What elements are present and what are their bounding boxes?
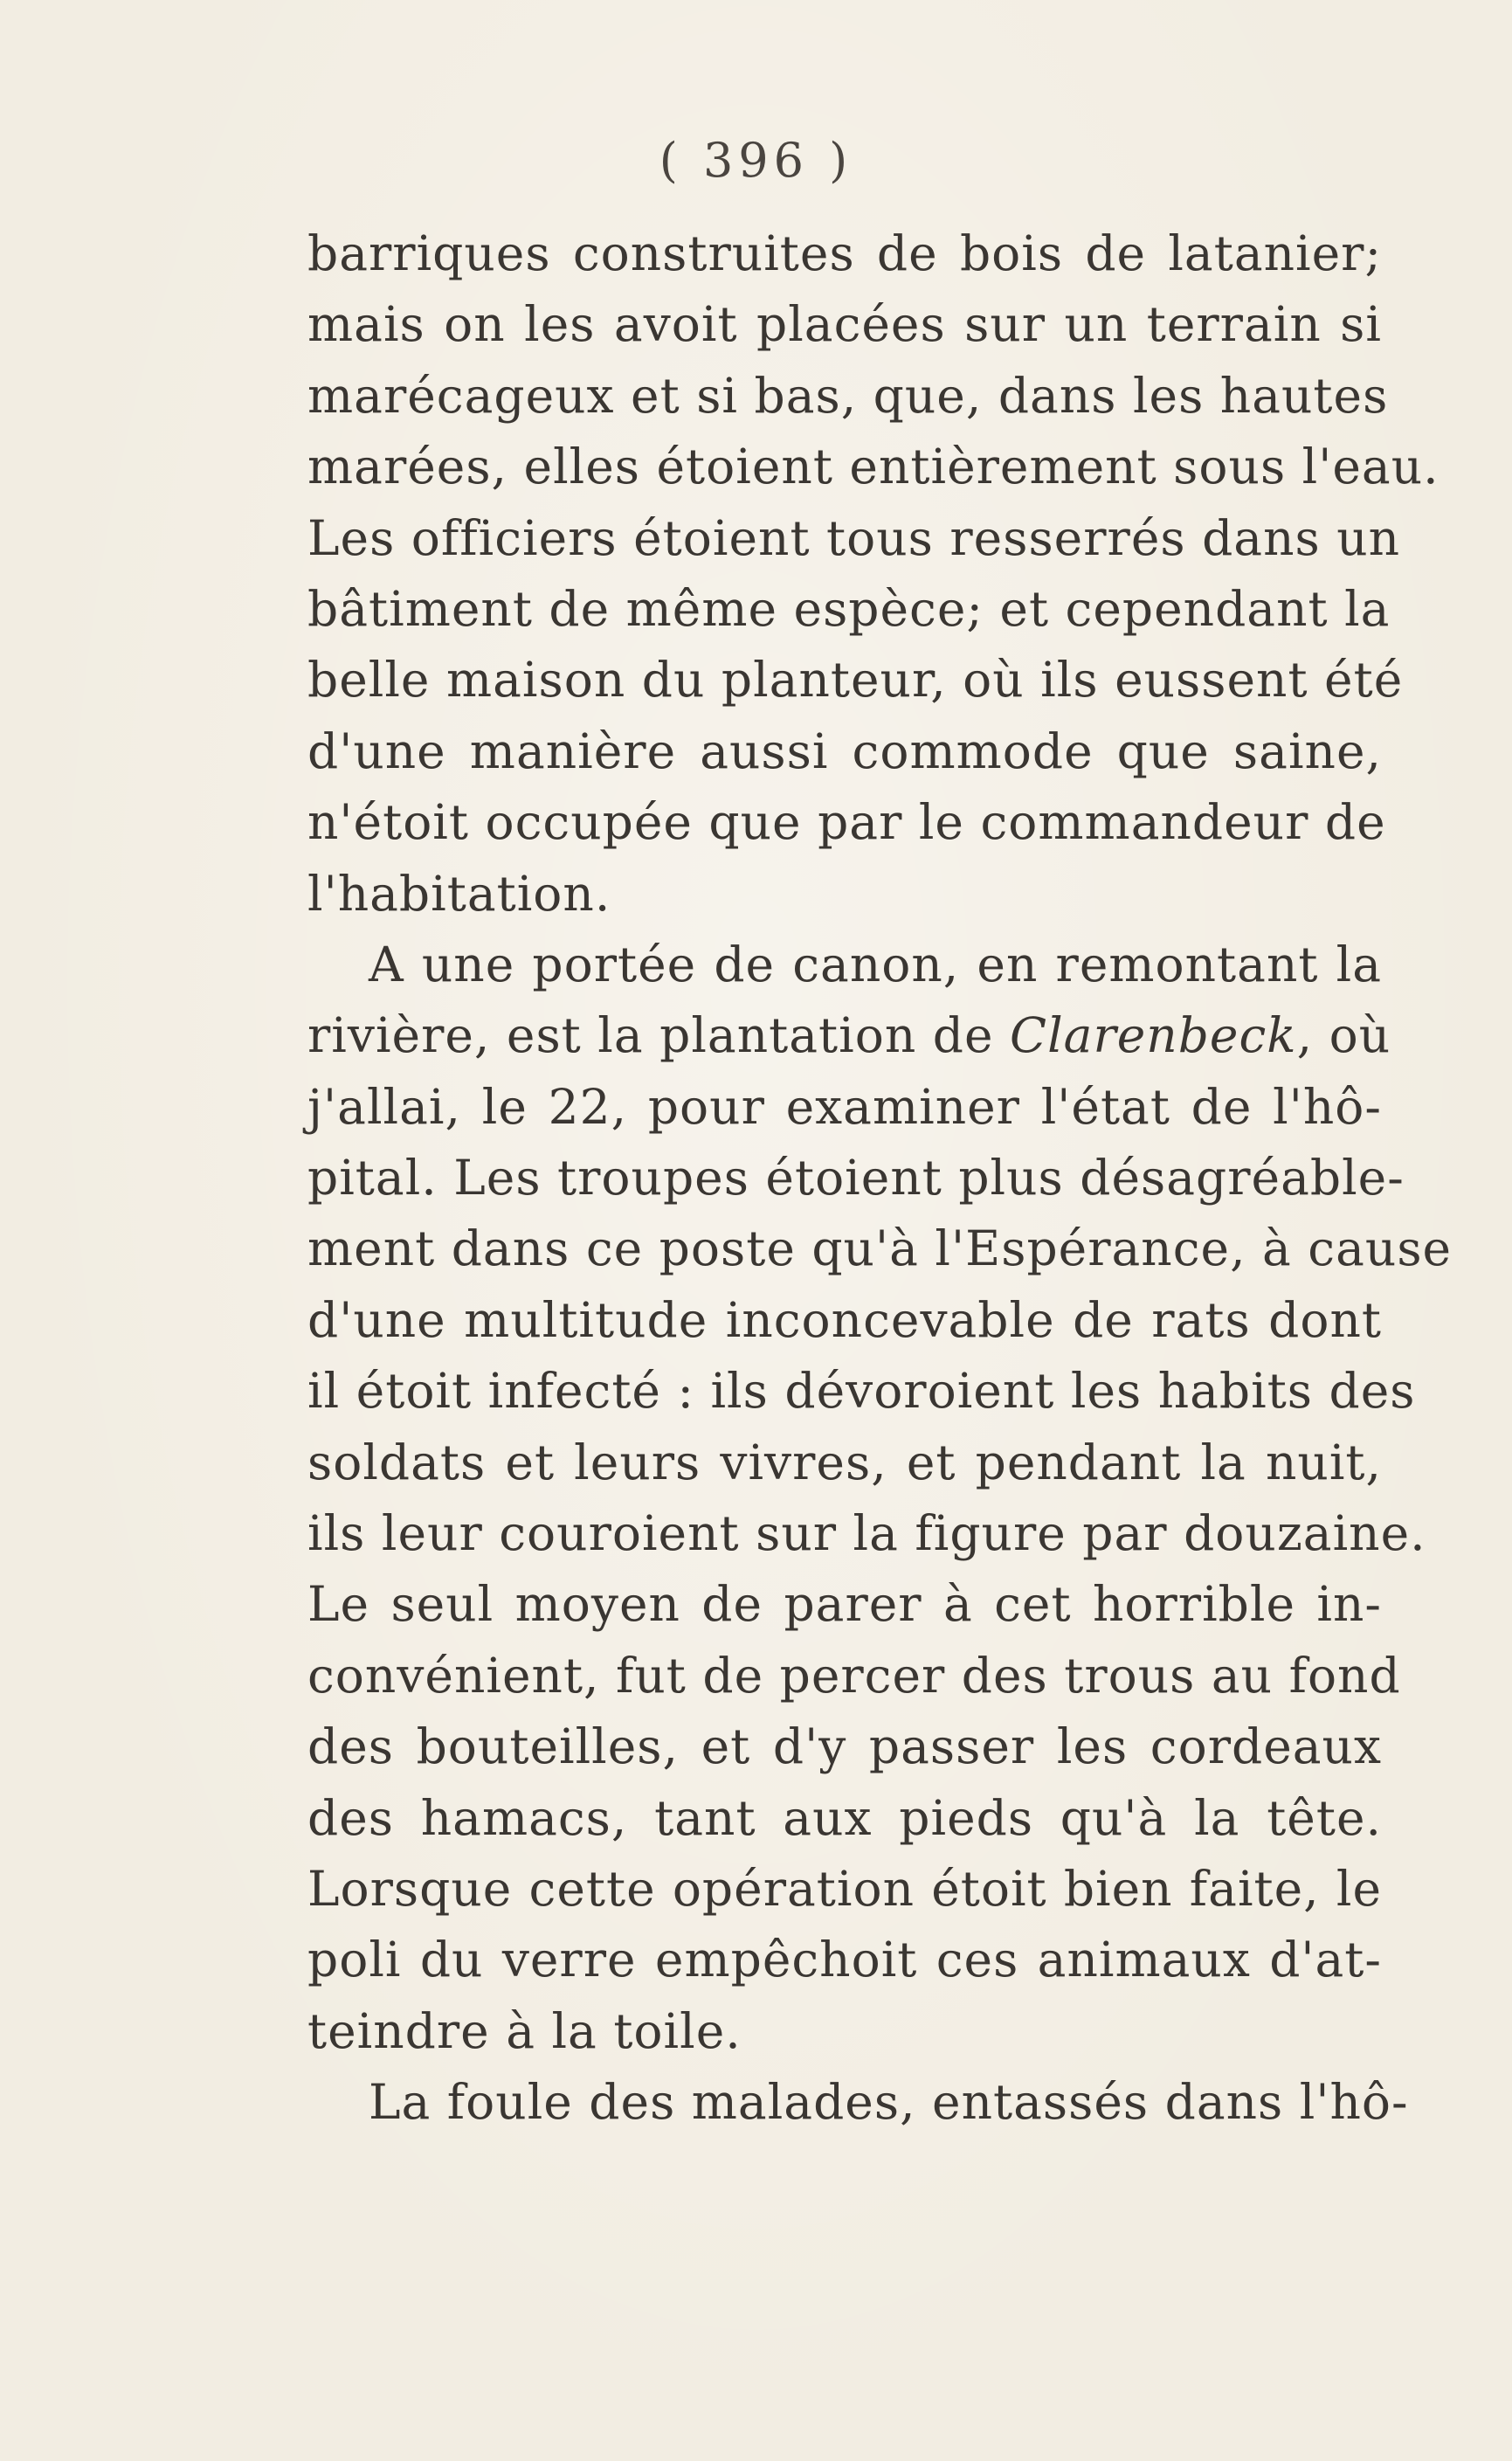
text-line-8: d'une manière aussi commode que saine, — [307, 722, 1382, 779]
text-line-25: poli du verre empêchoit ces animaux d'at- — [307, 1932, 1382, 1988]
text-line-19: ils leur couroient sur la figure par douzaine. — [307, 1505, 1426, 1562]
text-line-5: Les officiers étoient tous resserrés dans un — [307, 509, 1401, 566]
body-text — [307, 218, 1453, 2139]
text-line-27: La foule des malades, entassés dans l'hô- — [369, 2074, 1409, 2131]
text-line-23: des hamacs, tant aux pieds qu'à la tête. — [307, 1789, 1382, 1846]
plantation-name: Clarenbeck — [1009, 1007, 1297, 1064]
text-line-21: convénient, fut de percer des trous au fond — [307, 1647, 1401, 1704]
text-line-12 — [307, 1000, 1391, 1071]
text-line-3: marécageux et si bas, que, dans les hautes — [307, 367, 1389, 424]
text-line-16: d'une multitude inconcevable de rats dont — [307, 1291, 1382, 1348]
page-number: ( 396 ) — [659, 133, 853, 188]
text-line-6: bâtiment de même espèce; et cependant la — [307, 580, 1391, 637]
text-line-14: pital. Les troupes étoient plus désagréable- — [307, 1150, 1405, 1206]
text-line-4: marées, elles étoient entièrement sous l'eau. — [307, 439, 1440, 495]
text-line-1: barriques construites de bois de latanier; — [307, 225, 1382, 281]
text-line-26: teindre à la toile. — [307, 2002, 742, 2059]
text-line-2: mais on les avoit placées sur un terrain si — [307, 296, 1382, 353]
text-line-15: ment dans ce poste qu'à l'Espérance, à cause — [307, 1220, 1453, 1277]
text-line-9: n'étoit occupée que par le commandeur de — [307, 794, 1386, 851]
text-line-20: Le seul moyen de parer à cet horrible in- — [307, 1576, 1382, 1633]
text-line-24: Lorsque cette opération étoit bien faite, le — [307, 1860, 1382, 1917]
text-line-12-after: , où — [1296, 1007, 1391, 1064]
text-line-13: j'allai, le 22, pour examiner l'état de l'hô- — [307, 1078, 1382, 1135]
text-line-11: A une portée de canon, en remontant la — [369, 936, 1382, 992]
text-line-22: des bouteilles, et d'y passer les cordeaux — [307, 1718, 1382, 1775]
text-line-12-before: rivière, est la plantation de — [307, 1007, 1010, 1064]
text-line-17: il étoit infecté : ils dévoroient les habits des — [307, 1363, 1416, 1420]
text-line-18: soldats et leurs vivres, et pendant la nuit, — [307, 1434, 1382, 1490]
text-line-10: l'habitation. — [307, 865, 611, 922]
text-line-7: belle maison du planteur, où ils eussent été — [307, 652, 1404, 709]
